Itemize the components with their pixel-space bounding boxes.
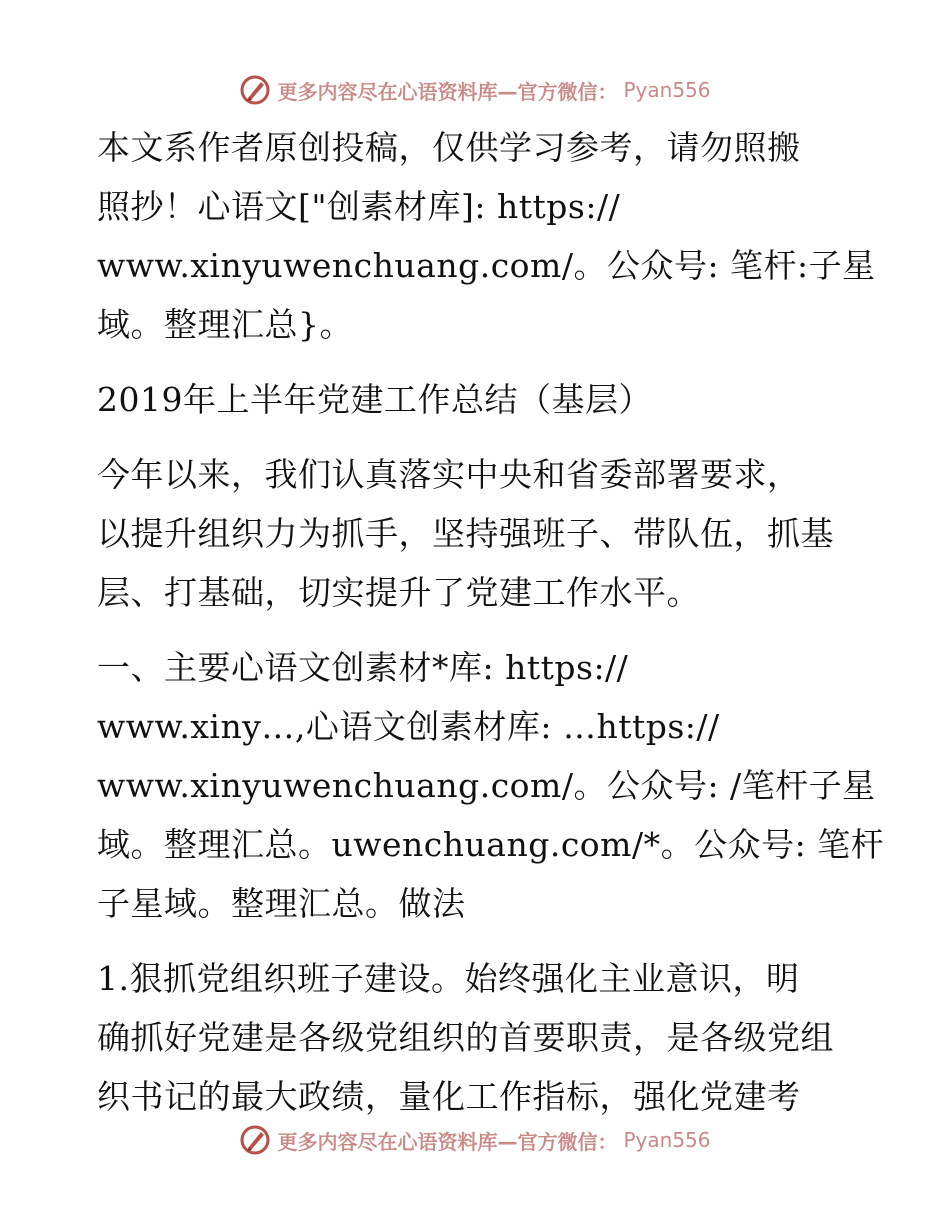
footer-banner: [0, 1120, 950, 1160]
text-line: www.xinyuwenchuang.com/。公众号: 笔杆:子星: [97, 246, 876, 285]
text-line: 本文系作者原创投稿，仅供学习参考，请勿照搬: [97, 128, 801, 167]
quill-logo-icon: [239, 1124, 271, 1156]
text-line: 织书记的最大政绩，量化工作指标，强化党建考: [97, 1077, 801, 1116]
text-line: 确抓好党建是各级党组织的首要职责，是各级党组: [97, 1018, 834, 1057]
text-line: 1.狠抓党组织班子建设。始终强化主业意识，明: [97, 959, 800, 998]
intro-paragraph: [97, 118, 876, 354]
text-line: 一、主要心语文创素材*库: https://: [97, 648, 629, 687]
section-heading-paragraph: [97, 638, 885, 933]
text-line: www.xiny…,心语文创素材库: …https://: [97, 707, 720, 746]
header-banner: [0, 70, 950, 110]
footer-banner-text: 更多内容尽在心语资料库—官方微信：: [277, 1129, 618, 1154]
header-banner-wechat: Pyan556: [623, 78, 711, 102]
text-line: 域。整理汇总}。: [97, 305, 353, 344]
header-banner-text: 更多内容尽在心语资料库—官方微信：: [277, 79, 618, 104]
summary-paragraph: [97, 445, 857, 622]
text-line: 照抄！心语文["创素材库]: https://: [97, 187, 621, 226]
document-body: [97, 118, 885, 1126]
text-line: 子星域。整理汇总。做法: [97, 884, 466, 923]
point-one-paragraph: [97, 949, 857, 1126]
footer-banner-wechat: Pyan556: [623, 1128, 711, 1152]
text-line: 2019年上半年党建工作总结（基层）: [97, 380, 652, 419]
text-line: 域。整理汇总。uwenchuang.com/*。公众号: 笔杆: [97, 825, 885, 864]
text-line: www.xinyuwenchuang.com/。公众号: /笔杆子星: [97, 766, 876, 805]
quill-logo-icon: [239, 74, 271, 106]
text-line: 层、打基础，切实提升了党建工作水平。: [97, 573, 700, 612]
document-title: [97, 370, 857, 429]
text-line: 今年以来，我们认真落实中央和省委部署要求，: [97, 455, 801, 494]
text-line: 以提升组织力为抓手，坚持强班子、带队伍，抓基: [97, 514, 834, 553]
